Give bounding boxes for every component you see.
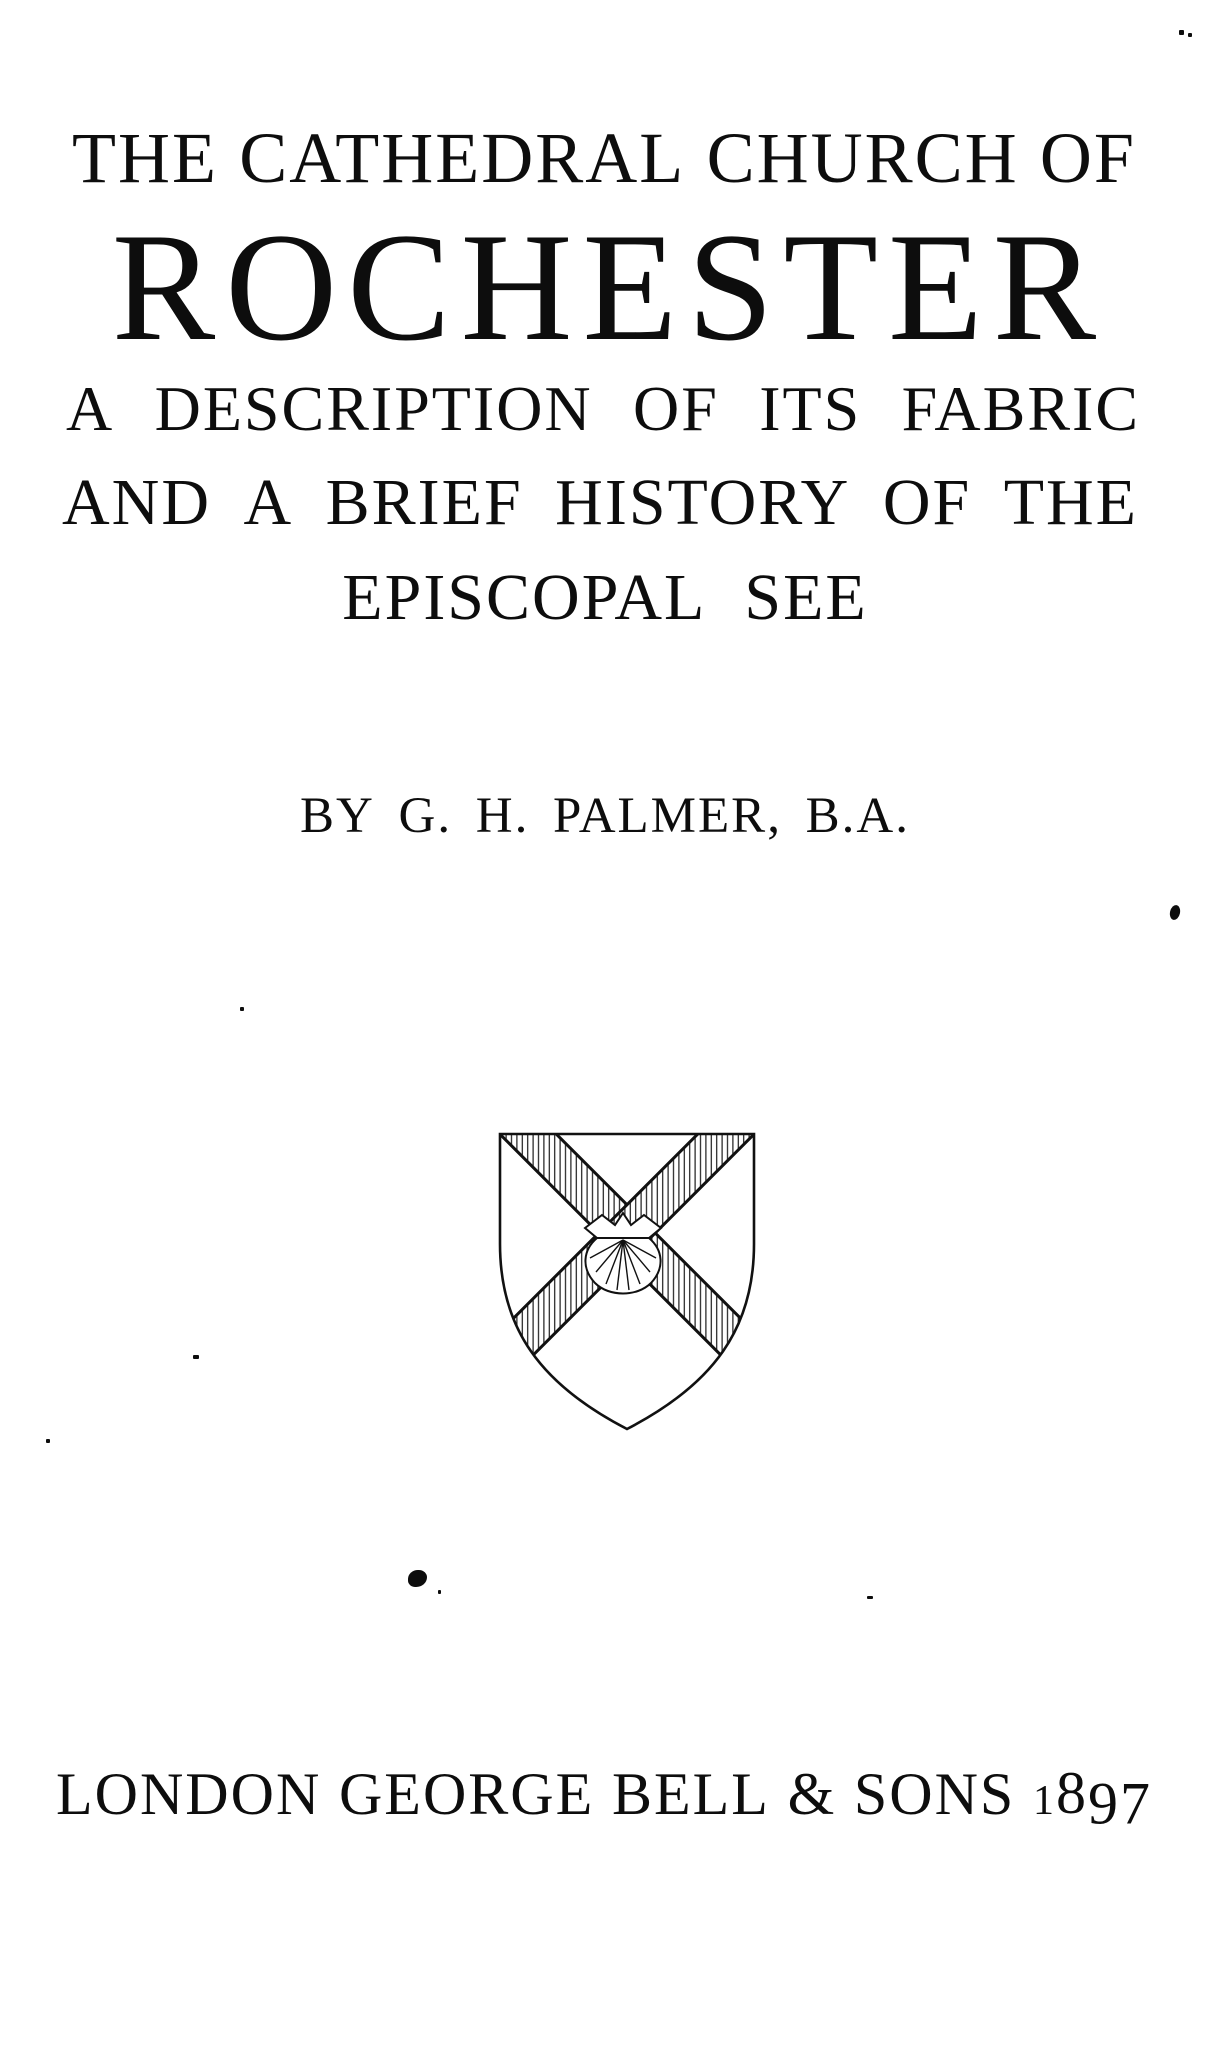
escallop-shell-icon: [585, 1213, 661, 1294]
subtitle-line-1: A DESCRIPTION OF ITS FABRIC: [66, 373, 1140, 444]
ink-speck: [867, 1596, 873, 1599]
ink-speck: [1169, 904, 1182, 921]
ink-speck: [438, 1590, 441, 1594]
ink-speck: [1179, 30, 1184, 35]
title-line-1: THE CATHEDRAL CHURCH OF: [72, 118, 1136, 198]
imprint-line: LONDON GEORGE BELL & SONS 1897: [56, 1759, 1152, 1837]
title-main: ROCHESTER: [111, 201, 1107, 373]
ink-blob: [408, 1570, 427, 1587]
imprint-year: 1897: [1032, 1759, 1152, 1837]
ink-speck: [193, 1355, 199, 1359]
ink-speck: [240, 1007, 244, 1011]
subtitle-line-3: EPISCOPAL SEE: [342, 561, 868, 634]
author-line: BY G. H. PALMER, B.A.: [300, 788, 910, 844]
ink-speck: [46, 1439, 50, 1443]
subtitle-line-2: AND A BRIEF HISTORY OF THE: [62, 466, 1138, 539]
ink-speck: [1188, 33, 1192, 37]
coat-of-arms: [498, 1132, 756, 1432]
rochester-arms-shield-icon: [498, 1132, 756, 1432]
